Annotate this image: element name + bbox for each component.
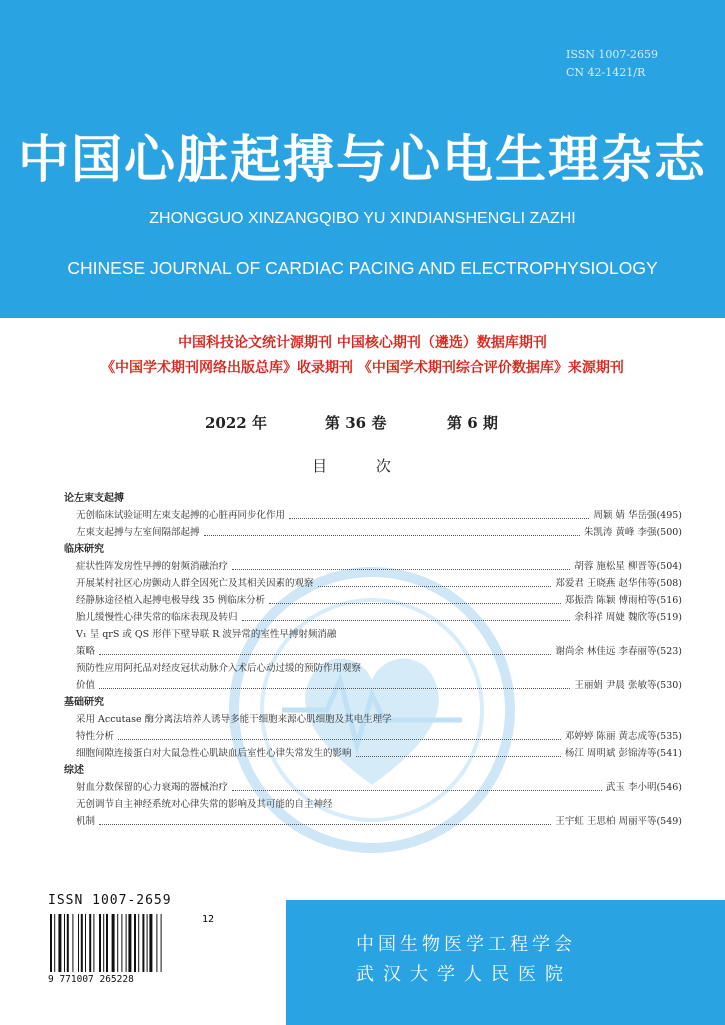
barcode-bar <box>121 914 122 972</box>
toc-entry <box>64 524 682 541</box>
barcode-bar <box>103 914 104 972</box>
toc-entry-authors-page: 武玉 李小明(546) <box>605 782 682 793</box>
toc-entry-authors-page: 郑振浩 陈颖 傅雨柏等(516) <box>564 595 682 606</box>
toc-leader-dots <box>204 524 580 536</box>
issn-cn-box <box>560 46 692 82</box>
barcode-issue-code: 12 <box>202 914 215 925</box>
toc-entry <box>64 745 682 762</box>
cover-header <box>0 0 725 318</box>
publisher-1: 中国生物医学工程学会 <box>356 934 576 955</box>
toc-section-heading: 综述 <box>64 765 84 776</box>
toc-leader-dots <box>269 592 561 604</box>
toc-entry <box>64 711 682 728</box>
toc-entry <box>64 796 682 813</box>
barcode-bar <box>142 914 144 972</box>
barcode-bar <box>106 914 108 972</box>
barcode-bar <box>78 914 79 972</box>
toc-entry-authors-page: 王宇虹 王思柏 周丽平等(549) <box>555 816 682 827</box>
barcode-bar <box>58 914 61 972</box>
toc-entry-title: 左束支起搏与左室间隔部起搏 <box>76 527 200 538</box>
toc-entry-authors-page: 王丽娟 尹晨 张敏等(530) <box>574 680 682 691</box>
barcode-bar <box>81 914 83 972</box>
issue-volume: 第 36 卷 <box>325 414 387 432</box>
toc-entry-authors-page: 郑爱君 王晓燕 赵华伟等(508) <box>555 578 682 589</box>
publisher-panel <box>286 900 725 1025</box>
toc-entry-title: 症状性阵发房性早搏的射频消融治疗 <box>76 561 229 572</box>
journal-title-chinese: 中国心脏起搏与心电生理杂志 <box>17 131 707 190</box>
toc-entry-title: 特性分析 <box>76 731 115 742</box>
publisher-2: 武汉大学人民医院 <box>356 964 572 985</box>
toc-entry-authors-page: 余科祥 周婕 魏欣等(519) <box>574 612 682 623</box>
barcode-bar <box>161 914 162 972</box>
toc-leader-dots <box>118 728 561 740</box>
toc-leader-dots <box>99 813 551 825</box>
barcode-bar <box>67 914 69 972</box>
toc-entry <box>64 626 682 643</box>
cn-number: CN 42-1421/R <box>566 66 646 79</box>
barcode-bar <box>93 914 94 972</box>
journal-title-pinyin: ZHONGGUO XINZANGQIBO YU XINDIANSHENGLI ZAZHI <box>149 210 576 227</box>
barcode-bar <box>54 914 55 972</box>
toc-entry <box>64 728 682 745</box>
toc-entry-title: 机制 <box>76 816 96 827</box>
barcode-bar <box>128 914 131 972</box>
toc-entry <box>64 558 682 575</box>
barcode-bar <box>156 914 157 972</box>
barcode-issn-label: ISSN 1007-2659 <box>48 893 172 908</box>
issue-year: 2022 年 <box>205 414 267 432</box>
toc-leader-dots <box>232 779 602 791</box>
toc-entry <box>64 609 682 626</box>
barcode-bar <box>134 914 136 972</box>
issn-number: ISSN 1007-2659 <box>566 48 659 61</box>
toc-entry <box>64 813 682 830</box>
barcode-bar <box>149 914 152 972</box>
toc-leader-dots <box>242 609 571 621</box>
toc-entry-title: 经静脉途径植入起搏电极导线 35 例临床分析 <box>76 595 266 606</box>
toc-leader-dots <box>99 643 551 655</box>
indexing-line-1: 中国科技论文统计源期刊 中国核心期刊（遴选）数据库期刊 <box>178 335 547 351</box>
toc-leader-dots <box>356 745 561 757</box>
toc-entry-title: 无创调节自主神经系统对心律失常的影响及其可能的自主神经 <box>76 799 333 810</box>
toc-entry-title: 细胞间隙连接蛋白对大鼠急性心肌缺血后室性心律失常发生的影响 <box>76 748 352 759</box>
toc-entry <box>64 779 682 796</box>
barcode-bar <box>50 914 52 972</box>
toc-leader-dots <box>99 677 570 689</box>
toc-entry <box>64 677 682 694</box>
toc-entry-title: 采用 Accutase 酶分离法培养人诱导多能干细胞来源心肌细胞及其电生理学 <box>76 714 392 725</box>
barcode-bar <box>72 914 73 972</box>
toc-entry <box>64 643 682 660</box>
barcode-bar <box>64 914 65 972</box>
barcode-bar <box>89 914 91 972</box>
barcode-bar <box>147 914 148 972</box>
toc-entry-authors-page: 胡蓉 施松星 柳晋等(504) <box>574 561 682 572</box>
table-of-contents <box>64 490 682 830</box>
barcode-area <box>48 893 268 985</box>
toc-entry-title: 策略 <box>76 646 96 657</box>
toc-entry-authors-page: 邓婷婷 陈丽 黄志成等(535) <box>564 731 682 742</box>
toc-leader-dots <box>289 507 589 519</box>
toc-entry <box>64 592 682 609</box>
toc-section-heading: 基础研究 <box>64 697 104 708</box>
toc-leader-dots <box>318 575 552 587</box>
toc-entry-title: 预防性应用阿托品对经皮冠状动脉介入术后心动过缓的预防作用观察 <box>76 663 362 674</box>
barcode-bar <box>126 914 127 972</box>
toc-leader-dots <box>232 558 570 570</box>
issue-number: 第 6 期 <box>447 414 498 432</box>
toc-entry-authors-page: 谢尚余 林佳远 李春丽等(523) <box>555 646 682 657</box>
barcode-bars <box>48 914 198 972</box>
toc-entry-authors-page: 朱凯涛 黄峰 李强(500) <box>583 527 682 538</box>
toc-section-heading: 临床研究 <box>64 544 104 555</box>
toc-heading: 目 次 <box>312 457 413 475</box>
toc-entry-authors-page: 周颖 婧 华岳强(495) <box>593 510 682 521</box>
toc-entry-authors-page: 杨江 周明斌 彭锦涛等(541) <box>564 748 682 759</box>
barcode-digits: 9 771007 265228 <box>48 974 134 985</box>
toc-entry <box>64 660 682 677</box>
barcode <box>48 914 268 972</box>
toc-entry-title: 射血分数保留的心力衰竭的器械治疗 <box>76 782 229 793</box>
indexing-line-2: 《中国学术期刊网络出版总库》收录期刊 《中国学术期刊综合评价数据库》来源期刊 <box>101 360 624 376</box>
toc-entry-title: 无创临床试验证明左束支起搏的心脏再同步化作用 <box>76 510 286 521</box>
journal-title-english: CHINESE JOURNAL OF CARDIAC PACING AND ELECTROPHYSIOLOGY <box>67 258 658 278</box>
toc-entry-title: 胎儿缓慢性心律失常的临床表现及转归 <box>76 612 238 623</box>
barcode-bar <box>112 914 115 972</box>
barcode-bar <box>85 914 86 972</box>
toc-entry <box>64 575 682 592</box>
toc-entry-title: 价值 <box>76 680 96 691</box>
toc-entry-title: V₁ 呈 qrS 或 QS 形伴下壁导联 R 波异常的室性早搏射频消融 <box>76 629 337 640</box>
toc-section-heading: 论左束支起搏 <box>64 493 124 504</box>
barcode-bar <box>99 914 101 972</box>
toc-entry <box>64 507 682 524</box>
barcode-bar <box>138 914 139 972</box>
barcode-bar <box>117 914 118 972</box>
toc-entry-title: 开展某村社区心房颤动人群全因死亡及其相关因素的观察 <box>76 578 314 589</box>
